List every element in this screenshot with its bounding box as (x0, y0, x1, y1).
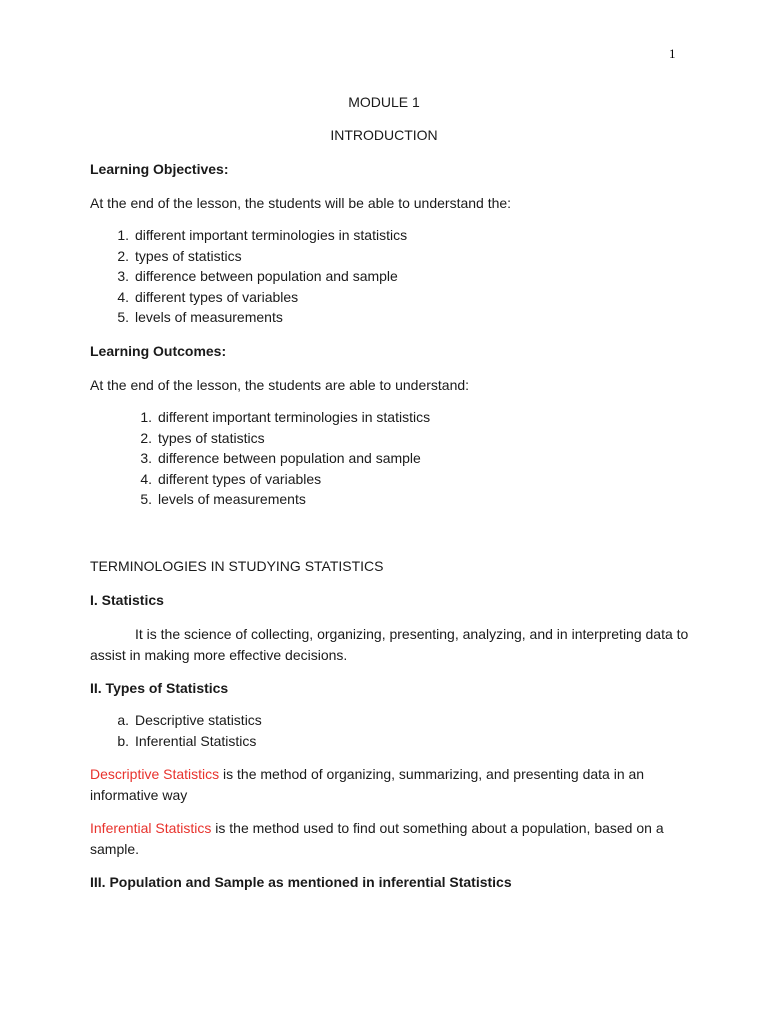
list-text: different important terminologies in statistics (135, 227, 408, 243)
learning-objectives-intro: At the end of the lesson, the students will be able to understand the: (90, 195, 512, 211)
list-text: Inferential Statistics (135, 732, 257, 749)
list-item (107, 266, 407, 287)
inferential-term: Inferential Statistics (90, 820, 212, 836)
list-number: 4. (117, 288, 129, 305)
list-item (130, 448, 430, 469)
list-item (107, 246, 407, 267)
list-text: different types of variables (135, 288, 299, 305)
list-item (130, 489, 430, 510)
learning-objectives-list (107, 225, 407, 328)
list-text: difference between population and sample (158, 450, 421, 466)
list-item (130, 407, 430, 428)
list-item (130, 469, 430, 490)
terminologies-heading: TERMINOLOGIES IN STUDYING STATISTICS (90, 558, 384, 574)
list-number: 5. (117, 309, 129, 325)
list-text: different important terminologies in statistics (158, 409, 431, 425)
list-number: 1. (117, 227, 129, 243)
descriptive-term: Descriptive Statistics (90, 766, 220, 782)
section-1-paragraph: It is the science of collecting, organizing, presenting, analyzing, and in interpreting data to assist in making more effective decisions. (90, 626, 689, 663)
types-of-statistics-list (107, 710, 262, 751)
list-item (130, 428, 430, 449)
page-number: 1 (669, 46, 676, 61)
module-title: MODULE 1 (348, 94, 420, 110)
inferential-definition (90, 818, 690, 860)
list-text: types of statistics (135, 247, 242, 264)
list-text: levels of measurements (135, 309, 283, 325)
list-text: difference between population and sample (135, 268, 398, 284)
list-number: 2. (117, 247, 129, 264)
list-number: 3. (117, 268, 129, 284)
list-item (107, 731, 262, 752)
list-text: Descriptive statistics (135, 712, 262, 728)
list-text: types of statistics (158, 429, 265, 446)
learning-outcomes-heading: Learning Outcomes: (90, 343, 227, 359)
section-2-heading: II. Types of Statistics (90, 680, 229, 696)
list-text: levels of measurements (158, 491, 306, 507)
list-number: 1. (140, 409, 152, 425)
list-item (107, 307, 407, 328)
descriptive-definition-text: is the method of organizing, summarizing, and presenting data in an informative way (90, 766, 645, 803)
section-1-heading: I. Statistics (90, 592, 164, 608)
list-item (107, 287, 407, 308)
learning-objectives-heading: Learning Objectives: (90, 161, 229, 177)
list-number: 4. (140, 470, 152, 487)
list-item (107, 225, 407, 246)
list-number: 5. (140, 491, 152, 507)
list-text: different types of variables (158, 470, 322, 487)
list-number: 3. (140, 450, 152, 466)
section-3-heading: III. Population and Sample as mentioned in inferential Statistics (90, 874, 512, 890)
descriptive-definition (90, 764, 690, 806)
list-item (107, 710, 262, 731)
learning-outcomes-intro: At the end of the lesson, the students are able to understand: (90, 377, 470, 393)
list-letter: a. (117, 712, 129, 728)
list-letter: b. (117, 732, 129, 749)
module-subtitle: INTRODUCTION (330, 127, 438, 143)
learning-outcomes-list (130, 407, 430, 510)
list-number: 2. (140, 429, 152, 446)
inferential-definition-text: is the method used to find out something about a population, based on a sample. (90, 820, 664, 857)
